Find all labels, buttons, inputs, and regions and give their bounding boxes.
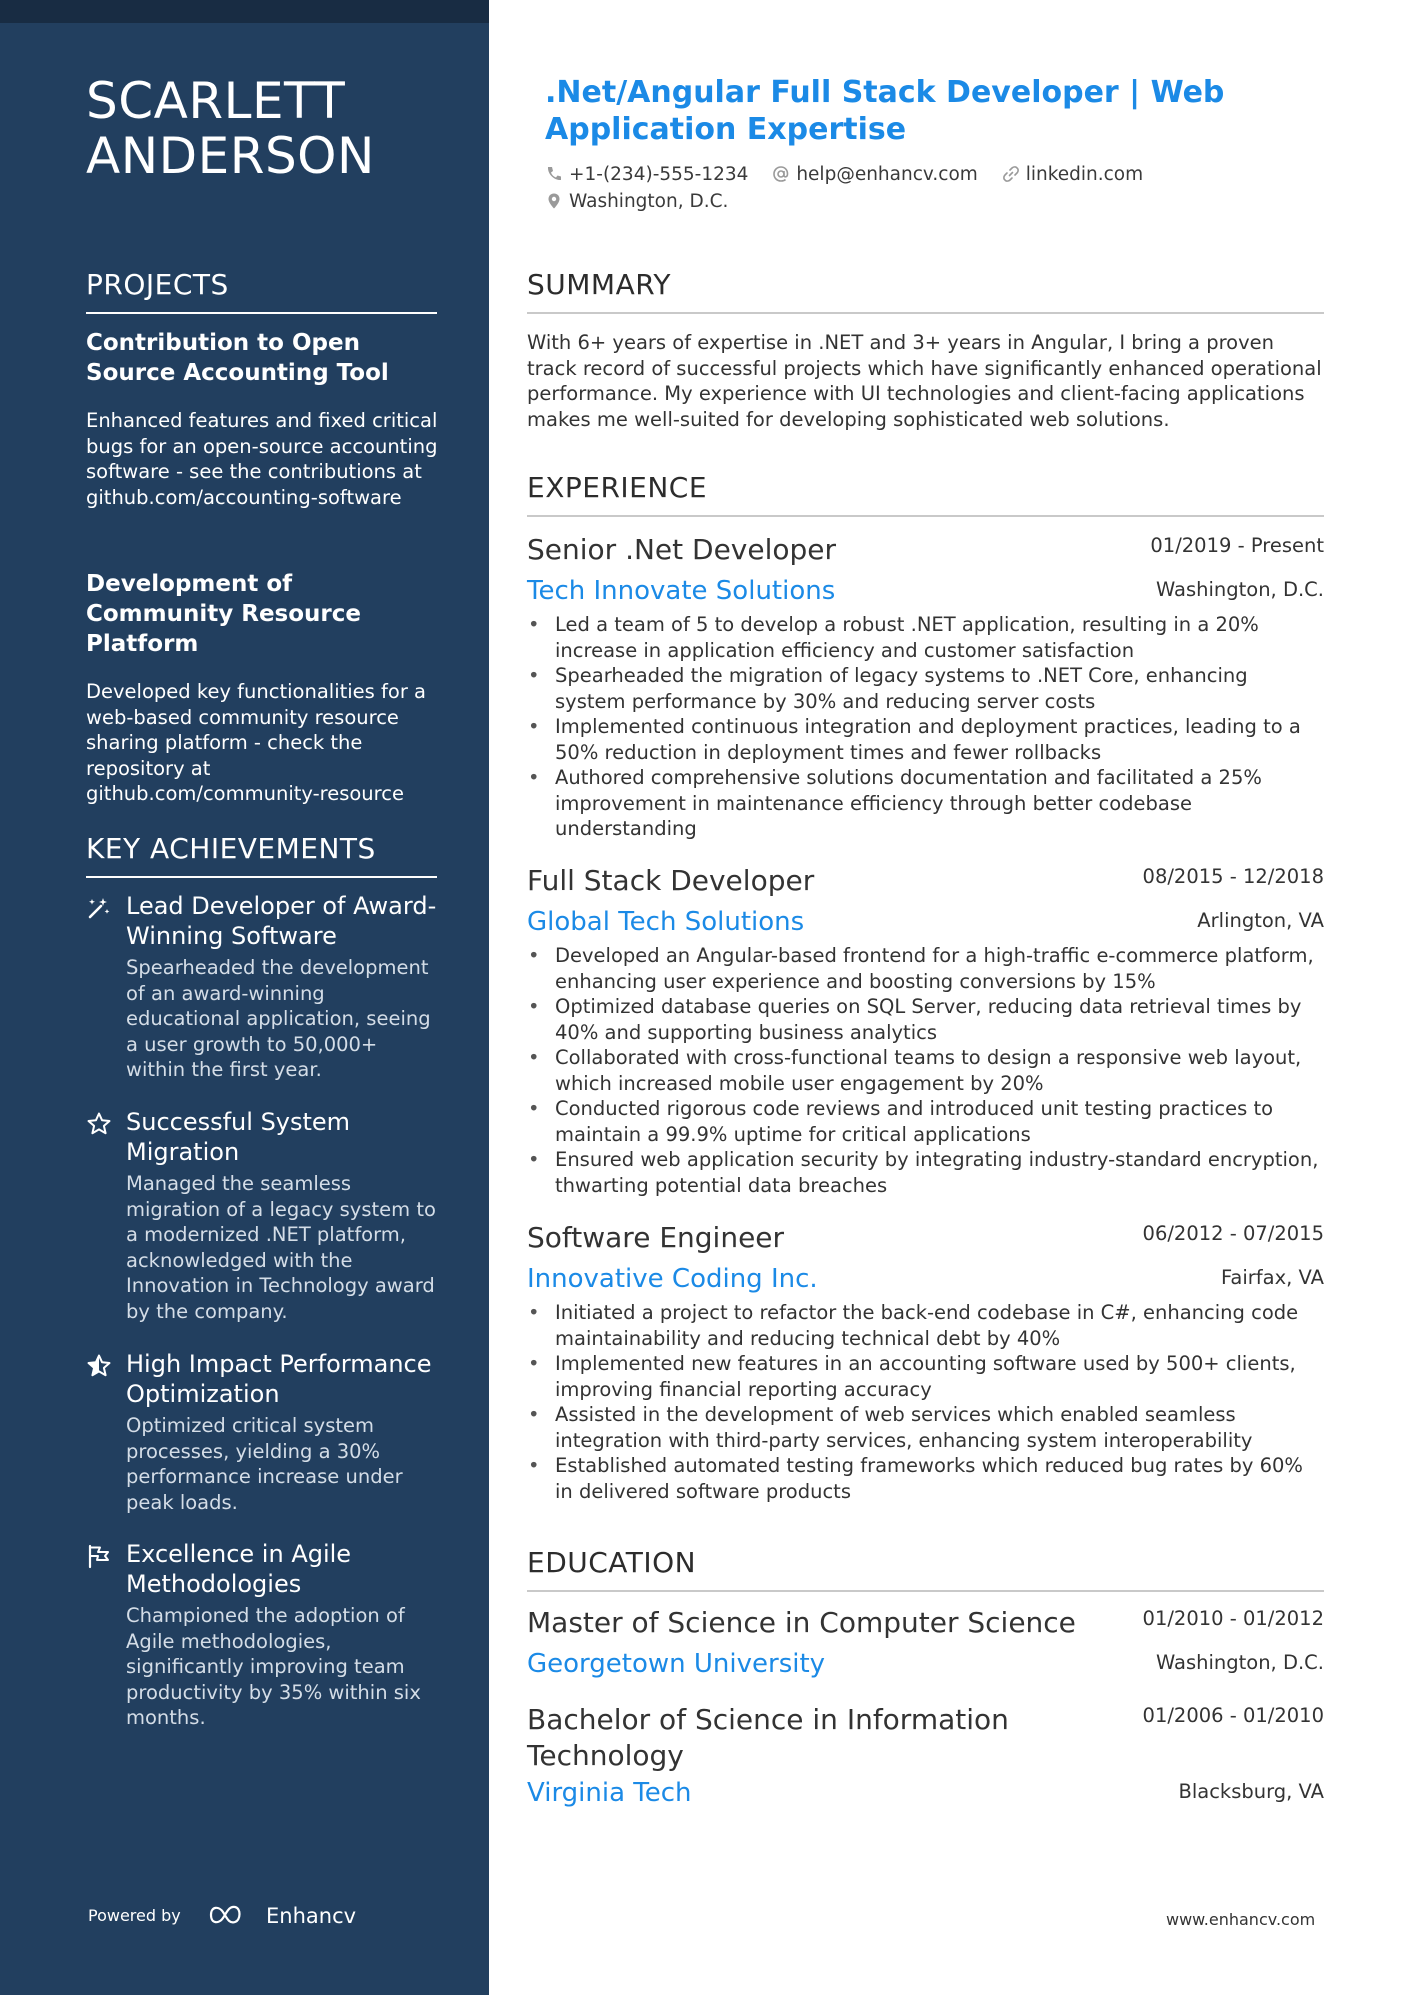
project-title: Contribution to Open Source Accounting Tool bbox=[86, 330, 389, 386]
list-item: • Spearheaded the migration of legacy systems to .NET Core, enhancing system performance by 30% and reducing server costs bbox=[527, 663, 1324, 714]
contact-phone bbox=[545, 164, 748, 185]
list-item: • Assisted in the development of web services which enabled seamless integration with third-party services, enhancing system interoperability bbox=[527, 1402, 1324, 1453]
at-icon bbox=[772, 165, 790, 183]
job-dates: 06/2012 - 07/2015 bbox=[1142, 1222, 1324, 1245]
degree-title: Bachelor of Science in Information Technology bbox=[527, 1703, 1009, 1772]
school-name[interactable]: Virginia Tech bbox=[527, 1778, 692, 1808]
achievement-title: High Impact Performance Optimization bbox=[126, 1350, 432, 1408]
achievement-title: Successful System Migration bbox=[126, 1108, 351, 1166]
achievement-description: Managed the seamless migration of a legacy system to a modernized .NET platform, acknowledged with the Innovation in Technology award by the company. bbox=[126, 1172, 436, 1323]
enhancv-brand-text: Enhancv bbox=[266, 1904, 357, 1928]
list-item: • Initiated a project to refactor the back-end codebase in C#, enhancing code maintainability and reducing technical debt by 40% bbox=[527, 1300, 1324, 1351]
location-text: Washington, D.C. bbox=[569, 191, 729, 212]
achievement-item bbox=[86, 891, 442, 1083]
job-entry bbox=[527, 532, 1324, 842]
summary-text: With 6+ years of expertise in .NET and 3+ years in Angular, I bring a proven track record of successful projects which have significantly enhanced operational performance. My experience with UI technologies and client-facing applications makes me well-suited for developing sophisticated web solutions. bbox=[527, 331, 1322, 431]
achievement-description: Spearheaded the development of an award-winning educational application, seeing a user growth to 50,000+ within the first year. bbox=[126, 956, 431, 1081]
job-location: Washington, D.C. bbox=[1155, 578, 1324, 601]
school-name[interactable]: Georgetown University bbox=[527, 1649, 826, 1679]
job-bullets bbox=[527, 943, 1324, 1198]
job-title: Senior .Net Developer bbox=[527, 533, 837, 566]
list-item: • Implemented continuous integration and deployment practices, leading to a 50% reduction in deployment times and fewer rollbacks bbox=[527, 714, 1324, 765]
email-text: help@enhancv.com bbox=[796, 164, 978, 185]
job-bullets bbox=[527, 612, 1324, 842]
project-item bbox=[86, 328, 442, 510]
project-title: Development of Community Resource Platform bbox=[86, 571, 361, 657]
location-pin-icon bbox=[545, 192, 563, 210]
sidebar-top-bar bbox=[0, 0, 489, 23]
job-title: Full Stack Developer bbox=[527, 864, 815, 897]
list-item: • Led a team of 5 to develop a robust .NET application, resulting in a 20% increase in application efficiency and customer satisfaction bbox=[527, 612, 1324, 663]
degree-title: Master of Science in Computer Science bbox=[527, 1606, 1076, 1639]
link-icon bbox=[1002, 165, 1020, 183]
contact-location bbox=[545, 191, 746, 212]
list-item: • Ensured web application security by integrating industry-standard encryption, thwarting potential data breaches bbox=[527, 1147, 1324, 1198]
job-company[interactable]: Tech Innovate Solutions bbox=[527, 576, 836, 606]
achievement-description: Championed the adoption of Agile methodologies, significantly improving team productivity by 35% within six months. bbox=[126, 1604, 421, 1729]
contact-row bbox=[545, 164, 1161, 185]
summary-heading: SUMMARY bbox=[527, 267, 1324, 314]
education-dates: 01/2010 - 01/2012 bbox=[1142, 1607, 1324, 1630]
achievement-title: Lead Developer of Award-Winning Software bbox=[126, 892, 437, 950]
achievement-item bbox=[86, 1539, 442, 1731]
job-title: Software Engineer bbox=[527, 1221, 785, 1254]
education-entry bbox=[527, 1605, 1324, 1683]
list-item: • Implemented new features in an accounting software used by 500+ clients, improving financial reporting accuracy bbox=[527, 1351, 1324, 1402]
footer-url[interactable]: www.enhancv.com bbox=[1166, 1910, 1316, 1929]
job-bullets bbox=[527, 1300, 1324, 1504]
powered-by-label: Powered by bbox=[88, 1906, 181, 1925]
list-item: • Authored comprehensive solutions documentation and facilitated a 25% improvement in maintenance efficiency through better codebase understanding bbox=[527, 765, 1324, 842]
project-description: Enhanced features and fixed critical bugs for an open-source accounting software - see the contributions at github.com/accounting-software bbox=[86, 409, 438, 509]
phone-icon bbox=[545, 165, 563, 183]
project-item bbox=[86, 569, 442, 807]
list-item: • Developed an Angular-based frontend for a high-traffic e-commerce platform, enhancing user experience and boosting conversions by 15% bbox=[527, 943, 1324, 994]
project-description: Developed key functionalities for a web-based community resource sharing platform - check the repository at github.com/community-resource bbox=[86, 680, 427, 805]
job-entry bbox=[527, 1220, 1324, 1504]
experience-heading: EXPERIENCE bbox=[527, 470, 1324, 517]
sidebar bbox=[0, 0, 489, 1995]
achievements-heading: KEY ACHIEVEMENTS bbox=[86, 831, 437, 878]
job-dates: 01/2019 - Present bbox=[1150, 534, 1324, 557]
projects-heading: PROJECTS bbox=[86, 267, 437, 314]
person-name: SCARLETT ANDERSON bbox=[86, 72, 375, 185]
education-entry bbox=[527, 1702, 1324, 1812]
job-dates: 08/2015 - 12/2018 bbox=[1142, 865, 1324, 888]
job-company[interactable]: Global Tech Solutions bbox=[527, 907, 805, 937]
contact-linkedin[interactable] bbox=[1002, 164, 1143, 185]
enhancv-logo[interactable] bbox=[206, 1898, 376, 1932]
list-item: • Established automated testing frameworks which reduced bug rates by 60% in delivered software products bbox=[527, 1453, 1324, 1504]
education-heading: EDUCATION bbox=[527, 1545, 1324, 1592]
contact-email[interactable] bbox=[772, 164, 977, 185]
job-company[interactable]: Innovative Coding Inc. bbox=[527, 1264, 818, 1294]
job-entry bbox=[527, 863, 1324, 1198]
linkedin-text: linkedin.com bbox=[1025, 164, 1144, 185]
job-location: Arlington, VA bbox=[1197, 909, 1324, 932]
job-location: Fairfax, VA bbox=[1221, 1266, 1324, 1289]
school-location: Blacksburg, VA bbox=[1178, 1780, 1324, 1803]
phone-text: +1-(234)-555-1234 bbox=[569, 164, 749, 185]
list-item: • Optimized database queries on SQL Server, reducing data retrieval times by 40% and supporting business analytics bbox=[527, 994, 1324, 1045]
achievement-item bbox=[86, 1107, 442, 1324]
list-item: • Conducted rigorous code reviews and introduced unit testing practices to maintain a 99.9% uptime for critical applications bbox=[527, 1096, 1324, 1147]
list-item: • Collaborated with cross-functional teams to design a responsive web layout, which increased mobile user engagement by 20% bbox=[527, 1045, 1324, 1096]
achievement-title: Excellence in Agile Methodologies bbox=[126, 1540, 352, 1598]
headline: .Net/Angular Full Stack Developer | Web Application Expertise bbox=[545, 75, 1225, 147]
star-half-icon bbox=[86, 1353, 112, 1379]
magic-wand-icon bbox=[86, 895, 112, 921]
flag-icon bbox=[86, 1543, 112, 1569]
achievement-item bbox=[86, 1349, 442, 1515]
star-outline-icon bbox=[86, 1111, 112, 1137]
school-location: Washington, D.C. bbox=[1155, 1651, 1324, 1674]
achievement-description: Optimized critical system processes, yielding a 30% performance increase under peak loads. bbox=[126, 1414, 403, 1514]
education-dates: 01/2006 - 01/2010 bbox=[1142, 1704, 1324, 1727]
